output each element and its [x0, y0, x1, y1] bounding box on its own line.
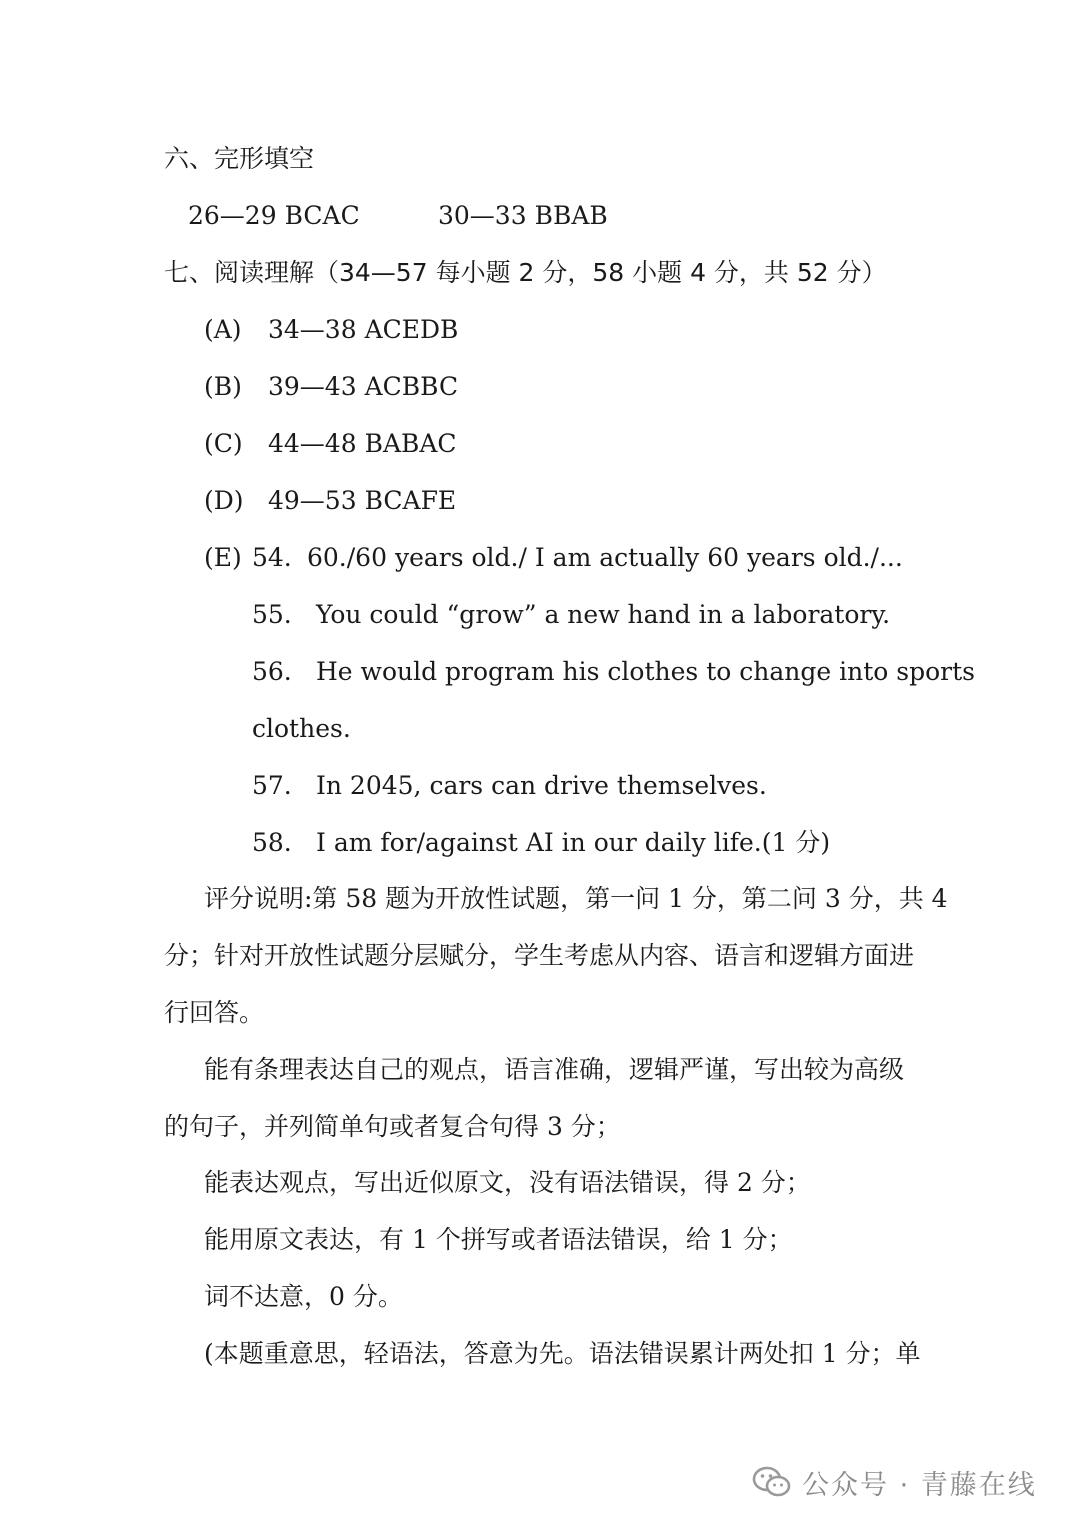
scoring-intro-line-3: 行回答。	[164, 998, 265, 1027]
part-b-row	[204, 370, 458, 404]
item-58-answer: I am for/against AI in our daily life.(1 分)	[316, 828, 831, 857]
watermark-text: 公众号 · 青藤在线	[802, 1469, 1037, 1501]
part-e-label: (E)	[204, 543, 242, 572]
part-c-label: (C)	[204, 429, 243, 458]
item-56-answer: He would program his clothes to change into sports	[316, 657, 975, 686]
item-55-row	[252, 598, 890, 632]
scoring-level2: 能表达观点，写出近似原文，没有语法错误，得 2 分；	[204, 1168, 811, 1197]
part-d-row	[204, 484, 456, 518]
watermark	[752, 1462, 1037, 1502]
item-58-number: 58.	[252, 828, 292, 857]
item-57-answer: In 2045, cars can drive themselves.	[316, 771, 767, 800]
section-6-title: 六、完形填空	[164, 144, 315, 173]
part-b-answers: 39—43 ACBBC	[268, 372, 459, 401]
part-c-row	[204, 427, 457, 461]
item-57-number: 57.	[252, 771, 292, 800]
item-54-answer: 60./60 years old./ I am actually 60 years old./...	[307, 543, 903, 572]
scoring-level3-line-1: 能有条理表达自己的观点，语言准确，逻辑严谨，写出较为高级	[204, 1055, 905, 1084]
scoring-intro-line-2: 分；针对开放性试题分层赋分，学生考虑从内容、语言和逻辑方面进	[164, 941, 915, 970]
item-54-number: 54.	[252, 543, 292, 572]
item-55-number: 55.	[252, 600, 292, 629]
scoring-intro-line-1: 评分说明:第 58 题为开放性试题，第一问 1 分，第二问 3 分，共 4	[204, 884, 948, 913]
part-a-label: (A)	[204, 315, 242, 344]
item-58-row	[252, 826, 830, 860]
scoring-level3-line-2: 的句子，并列简单句或者复合句得 3 分；	[164, 1112, 621, 1141]
part-c-answers: 44—48 BABAC	[268, 429, 457, 458]
scoring-level0: 词不达意，0 分。	[204, 1282, 403, 1311]
item-56-continuation: clothes.	[252, 714, 351, 743]
answer-group-30-33: 30—33 BBAB	[438, 201, 608, 230]
item-55-answer: You could “grow” a new hand in a laboratory.	[316, 600, 891, 629]
answer-group-26-29: 26—29 BCAC	[188, 201, 360, 230]
item-56-number: 56.	[252, 657, 292, 686]
part-a-row	[204, 313, 458, 347]
part-d-label: (D)	[204, 486, 244, 515]
section-7-title: 七、阅读理解（34—57 每小题 2 分，58 小题 4 分，共 52 分）	[164, 258, 887, 287]
part-a-answers: 34—38 ACEDB	[268, 315, 459, 344]
scoring-note: (本题重意思，轻语法，答意为先。语法错误累计两处扣 1 分；单	[204, 1339, 921, 1368]
item-56-row	[252, 655, 975, 689]
part-e-row	[204, 541, 903, 575]
item-57-row	[252, 769, 767, 803]
wechat-icon	[752, 1465, 792, 1499]
scoring-level1: 能用原文表达，有 1 个拼写或者语法错误，给 1 分；	[204, 1225, 793, 1254]
part-d-answers: 49—53 BCAFE	[268, 486, 457, 515]
part-b-label: (B)	[204, 372, 242, 401]
